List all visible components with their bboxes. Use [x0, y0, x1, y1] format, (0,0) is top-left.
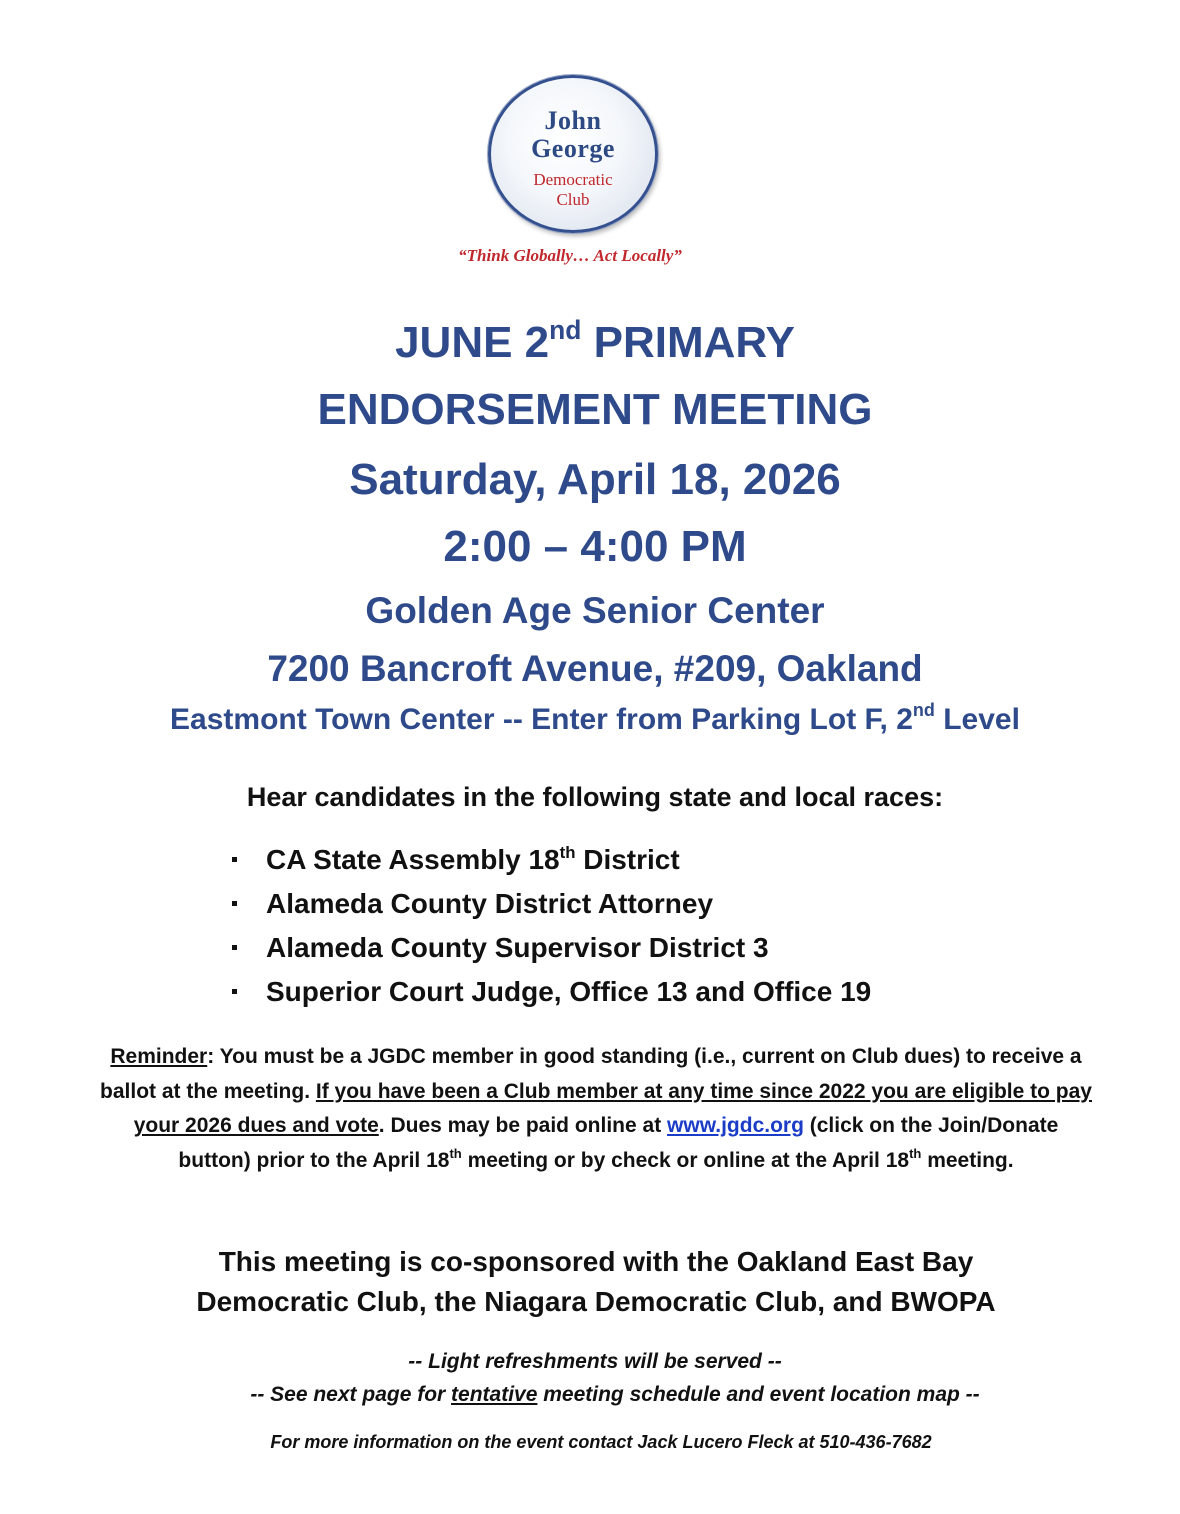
bullet-icon [232, 901, 237, 906]
headline-address: 7200 Bancroft Avenue, #209, Oakland [267, 648, 923, 689]
headline-time: 2:00 – 4:00 PM [443, 522, 747, 571]
headline-primary: JUNE 2nd PRIMARY [395, 314, 795, 367]
eligibility-note: If you have been a Club member at any time since 2022 you are eligible to pay your 2026 dues and vote [133, 1079, 1092, 1137]
reminder-label: Reminder [110, 1045, 208, 1068]
club-logo [488, 75, 658, 233]
cosponsor-line-1: This meeting is co-sponsored with the Oakland East Bay [218, 1246, 974, 1277]
bullet-icon [232, 989, 237, 994]
schedule-note: -- See next page for tentative meeting schedule and event location map -- [250, 1383, 980, 1406]
headline-meeting: ENDORSEMENT MEETING [317, 385, 873, 434]
club-website-link[interactable]: www.jgdc.org [667, 1114, 804, 1137]
logo-text-john: John [544, 106, 602, 135]
headline-venue: Golden Age Senior Center [365, 590, 825, 631]
headline-date: Saturday, April 18, 2026 [349, 455, 841, 504]
cosponsor-statement [96, 1242, 1096, 1322]
refreshments-note: -- Light refreshments will be served -- [408, 1350, 782, 1373]
logo-text-democratic: Democratic [533, 170, 613, 189]
logo-text-club: Club [556, 190, 590, 209]
cosponsor-line-2: Democratic Club, the Niagara Democratic Club, and BWOPA [196, 1286, 996, 1317]
logo-text-george: George [531, 134, 615, 163]
contact-note: For more information on the event contact Jack Lucero Fleck at 510-436-7682 [270, 1432, 932, 1452]
tagline: “Think Globally… Act Locally” [458, 246, 682, 265]
reminder-paragraph: Reminder: You must be a JGDC member in good standing (i.e., current on Club dues) to receive a ballot at the meeting. If you have been a Club member at any time since 2022 you are eligible to pay your 2026 dues and vote. Dues may be paid online at www.jgdc.org (click on the Join/Donate button) prior to the April 18th meeting or by check or online at the April 18th meeting. [100, 1045, 1092, 1172]
headline-entry: Eastmont Town Center -- Enter from Parking Lot F, 2nd Level [170, 700, 1020, 736]
bullet-icon [232, 945, 237, 950]
races-intro: Hear candidates in the following state and local races: [246, 782, 944, 812]
bullet-icon [232, 857, 237, 862]
